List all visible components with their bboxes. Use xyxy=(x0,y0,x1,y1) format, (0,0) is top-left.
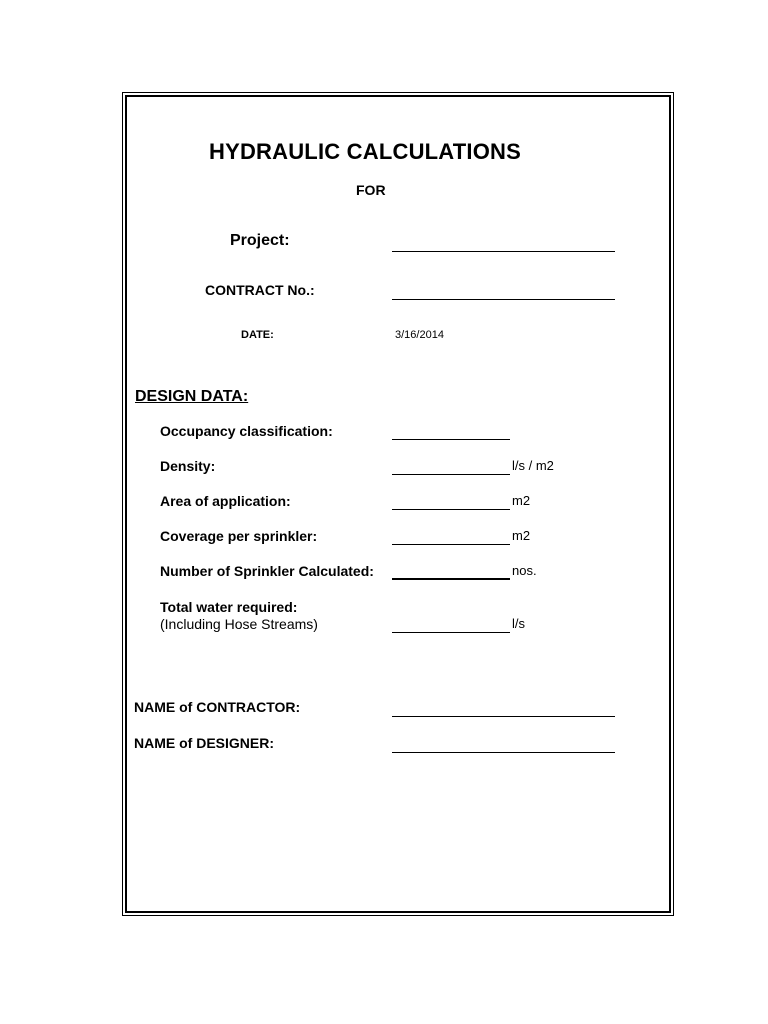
total-water-unit: l/s xyxy=(512,616,525,631)
contract-number-field-line[interactable] xyxy=(392,299,615,300)
sprinkler-count-field-line[interactable] xyxy=(392,578,510,580)
coverage-per-sprinkler-label: Coverage per sprinkler: xyxy=(160,528,318,544)
area-of-application-unit: m2 xyxy=(512,493,531,508)
coverage-per-sprinkler-field-line[interactable] xyxy=(392,544,510,545)
sprinkler-count-unit: nos. xyxy=(512,563,537,578)
for-label: FOR xyxy=(356,182,386,198)
density-label: Density: xyxy=(160,458,216,474)
designer-name-field-line[interactable] xyxy=(392,752,615,753)
sprinkler-count-label: Number of Sprinkler Calculated: xyxy=(160,563,374,579)
date-value: 3/16/2014 xyxy=(395,329,444,341)
contractor-name-field-line[interactable] xyxy=(392,716,615,717)
total-water-sublabel: (Including Hose Streams) xyxy=(160,616,318,632)
contractor-name-label: NAME of CONTRACTOR: xyxy=(134,699,301,715)
area-of-application-label: Area of application: xyxy=(160,493,291,509)
occupancy-classification-label: Occupancy classification: xyxy=(160,423,333,439)
occupancy-classification-field-line[interactable] xyxy=(392,439,510,440)
date-label: DATE: xyxy=(241,329,274,341)
document-title: HYDRAULIC CALCULATIONS xyxy=(209,139,521,164)
contract-number-label: CONTRACT No.: xyxy=(205,282,315,298)
project-label: Project: xyxy=(230,232,290,249)
density-unit: l/s / m2 xyxy=(512,458,554,473)
coverage-per-sprinkler-unit: m2 xyxy=(512,528,531,543)
total-water-label: Total water required: xyxy=(160,599,298,615)
designer-name-label: NAME of DESIGNER: xyxy=(134,735,274,751)
design-data-heading: DESIGN DATA: xyxy=(135,388,249,405)
total-water-field-line[interactable] xyxy=(392,632,510,633)
density-field-line[interactable] xyxy=(392,474,510,475)
area-of-application-field-line[interactable] xyxy=(392,509,510,510)
project-field-line[interactable] xyxy=(392,251,615,252)
